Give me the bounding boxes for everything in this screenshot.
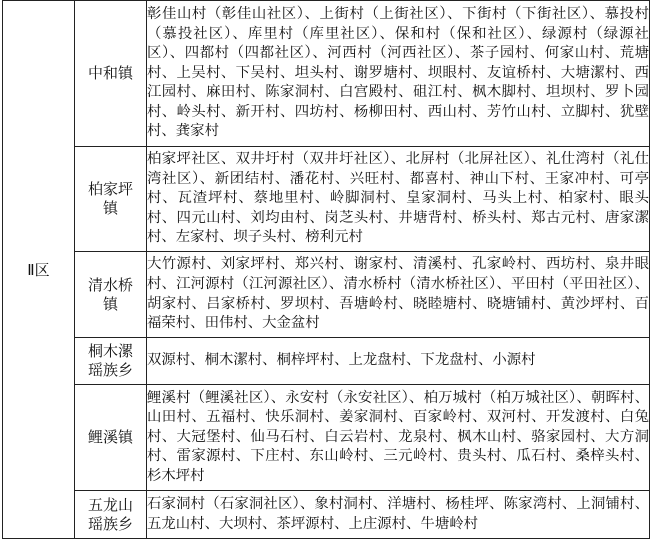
town-name: 中和镇 [87, 64, 133, 82]
region-label: Ⅱ区 [27, 261, 50, 279]
town-name: 桐木漯瑶族乡 [87, 342, 133, 379]
villages-cell [147, 491, 650, 539]
villages-text: 石家洞村（石家洞社区）、象村洞村、洋塘村、杨桂坪、陈家湾村、上洞铺村、五龙山村、大坝村、茶坪源村、上庄源村、牛塘岭村 [147, 495, 649, 532]
villages-cell [147, 385, 650, 491]
town-cell [75, 491, 147, 539]
table-row-lixi [3, 385, 650, 491]
town-cell [75, 338, 147, 385]
town-cell [75, 385, 147, 491]
region-cell [3, 1, 75, 539]
villages-cell [147, 252, 650, 338]
table-row-baijiaping [3, 147, 650, 252]
villages-cell [147, 1, 650, 147]
table-row-tongmuluo [3, 338, 650, 385]
town-name: 柏家坪镇 [87, 180, 133, 217]
table-row-qingshuiqiao [3, 252, 650, 338]
villages-text: 大竹源村、刘家坪村、郑兴村、谢家村、清溪村、孔家岭村、西坊村、泉井眼村、江河源村（江河源社区）、清水桥村（清水桥社区）、平田村（平田社区）、胡家村、吕家桥村、罗坝村、吾塘岭村、晓睦塘村、晓塘铺村、黄沙坪村、百福荣村、田伟村、大金盆村 [147, 256, 649, 332]
table-row-wulongshan [3, 491, 650, 539]
table-row-zhonghe [3, 1, 650, 147]
town-name: 清水桥镇 [87, 275, 133, 313]
town-cell [75, 1, 147, 147]
villages-text: 双源村、桐木潔村、桐梓坪村、上龙盘村、下龙盘村、小源村 [147, 352, 536, 369]
town-cell [75, 147, 147, 252]
villages-text: 鲤溪村（鲤溪社区）、永安村（永安社区）、柏万城村（柏万城社区）、朝晖村、山田村、五福村、快乐洞村、姜家洞村、百家岭村、双河村、开发渡村、白兔村、大冠堡村、仙马石村、白云岩村、龙泉村、枫木山村、骆家园村、大方洞村、雷家源村、下庄村、东山岭村、三元岭村、贵头村、瓜石村、桑梓头村、杉木坪村 [147, 389, 649, 484]
town-name: 鲤溪镇 [87, 428, 133, 446]
village-table [2, 0, 650, 539]
town-name: 五龙山瑶族乡 [87, 495, 133, 533]
villages-text: 柏家坪社区、双井圩村（双井圩社区）、北屏村（北屏社区）、礼仕湾村（礼仕湾社区）、新团结村、潘花村、兴旺村、都喜村、神山下村、王家冲村、可亭村、瓦渣坪村、蔡地里村、岭脚洞村、皇家洞村、马头上村、柏家村、眼头村、四元山村、刘均由村、岗芝头村、井塘背村、桥头村、郑古元村、唐家潔村、左家村、坝子头村、榜利元村 [147, 151, 649, 246]
villages-cell [147, 147, 650, 252]
villages-cell [147, 338, 650, 385]
town-cell [75, 252, 147, 338]
villages-text: 彰佳山村（彰佳山社区）、上街村（上街社区）、下街村（下街社区）、慕投村（慕投社区）、库里村（库里社区）、保和村（保和社区）、绿源村（绿源社区）、四都村（四都社区）、河西村（河西社区）、茶子园村、何家山村、荒塘村、上吴村、下吴村、坦头村、谢罗塘村、坝眼村、友谊桥村、大塘潔村、西江园村、麻田村、陈家洞村、白宫殿村、砠江村、枫木脚村、坦坝村、罗卜园村、岭头村、新开村、四坊村、杨柳田村、西山村、芳竹山村、立脚村、犹壁村、龚家村 [147, 5, 649, 140]
